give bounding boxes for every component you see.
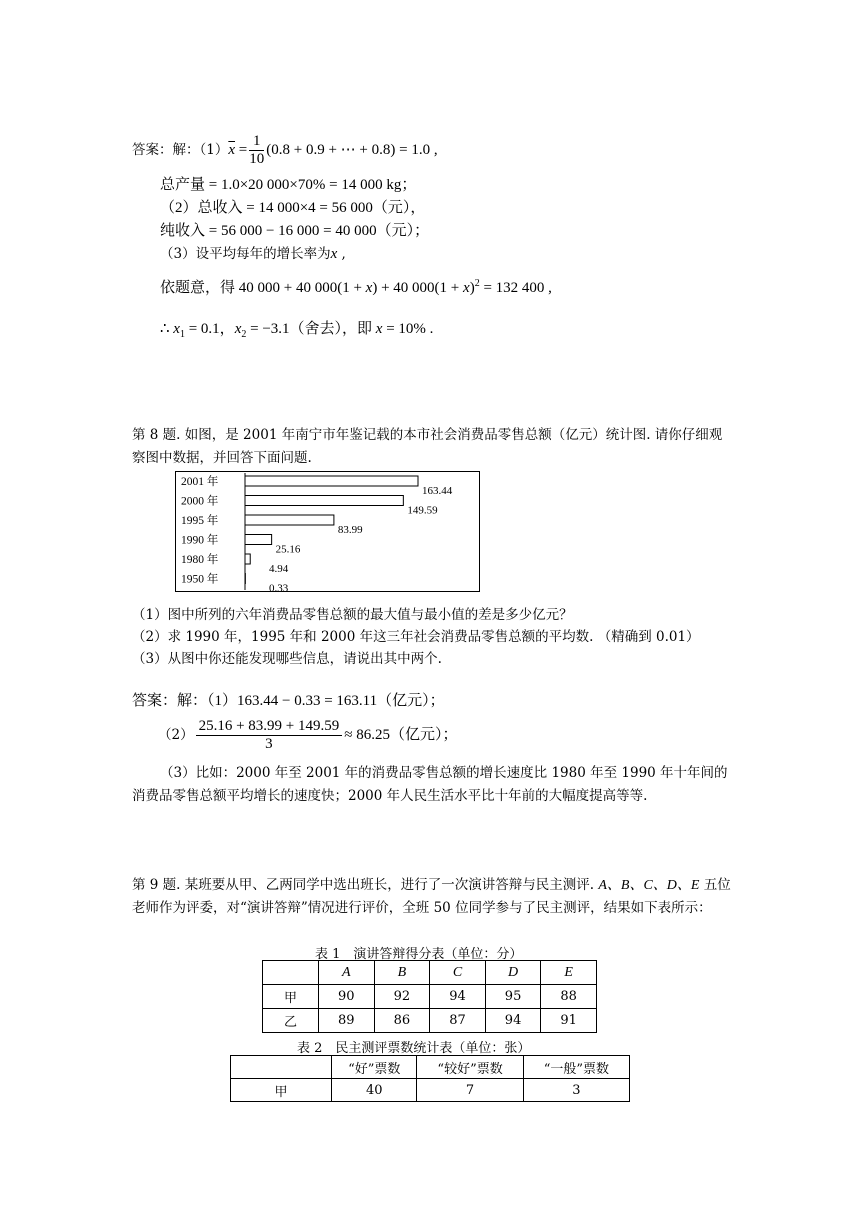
table1-cell: 87 (430, 1009, 486, 1033)
growth-rate-result: = 10% . (382, 321, 434, 337)
chart-value-label: 163.44 (422, 485, 453, 497)
fraction-one-tenth (249, 133, 264, 168)
table1-header-cell (263, 961, 319, 985)
table2-header-cell: “一般”票数 (523, 1056, 629, 1079)
variable-x2: x (234, 321, 242, 337)
table2 (230, 1055, 630, 1102)
chart-category-label: 2001 年 (181, 476, 219, 488)
question8-part3: （3）从图中你还能发现哪些信息，请说出其中两个. (132, 651, 442, 667)
answer7-line5-end: , (337, 246, 346, 262)
variable-x: x (463, 280, 470, 296)
mean-expression: (0.8 + 0.9 + ⋯ + 0.8) = 1.0 , (266, 142, 438, 158)
table1-row (263, 985, 597, 1009)
answer8-line2-prefix: （2） (158, 727, 194, 743)
answer7-line3: （2）总收入 = 14 000×4 = 56 000（元）， (160, 200, 426, 216)
chart-category-label: 1990 年 (181, 534, 219, 547)
table1-cell: 乙 (263, 1009, 319, 1033)
table1-cell: 94 (430, 985, 486, 1009)
subscript-1: 1 (179, 329, 185, 340)
chart-value-label: 0.33 (269, 582, 289, 592)
chart-bar (245, 554, 250, 564)
table2-header-cell: “好”票数 (332, 1056, 417, 1079)
table1-header-cell: D (485, 961, 541, 985)
question9-stem-b: 五位老师作为评委，对“演讲答辩”情况进行评价，全班 50 位同学参与了民主测评，结果如下表所示： (132, 877, 731, 916)
table2-cell: 40 (332, 1079, 417, 1102)
average-denominator: 3 (265, 736, 273, 752)
root-1: = 0.1， (184, 321, 235, 337)
table2-cell: 甲 (231, 1079, 332, 1102)
table2-header-cell (231, 1056, 332, 1079)
table1-cell: 95 (485, 985, 541, 1009)
answer7-line5 (160, 245, 346, 263)
answer8-line1: 答案：解：（1）163.44 − 0.33 = 163.11（亿元）； (132, 693, 445, 709)
answer7-line2: 总产量 = 1.0×20 000×70% = 14 000 kg； (160, 177, 417, 193)
exponent: 2 (474, 278, 480, 289)
answer8-line2 (158, 716, 458, 754)
answer7-line1 (132, 133, 438, 168)
table1-cell: 88 (541, 985, 597, 1009)
variable-x: x (330, 246, 338, 262)
chart-value-label: 4.94 (269, 563, 289, 575)
question8-stem: 第 8 题. 如图，是 2001 年南宁市年鉴记载的本市社会消费品零售总额（亿元）统计图. 请你仔细观察图中数据，并回答下面问题. (132, 427, 723, 466)
chart-bar (245, 476, 418, 486)
chart-bar (245, 496, 403, 506)
question8-part1: （1）图中所列的六年消费品零售总额的最大值与最小值的差是多少亿元？ (132, 607, 573, 623)
answer7-line6 (160, 275, 552, 297)
table1-cell: 92 (374, 985, 430, 1009)
variable-x1: x (173, 321, 180, 337)
equation-part-c: ) (469, 280, 475, 296)
answer7-line7 (160, 320, 433, 344)
table1-header-cell: A (319, 961, 375, 985)
question9-stem-a: 第 9 题. 某班要从甲、乙两同学中选出班长，进行了一次演讲答辩与民主测评. (132, 877, 599, 893)
table2-cell: 3 (523, 1079, 629, 1102)
table2-cell: 7 (417, 1079, 523, 1102)
answer8-line3: （3）比如：2000 年至 2001 年的消费品零售总额的增长速度比 1980 年至 1990 年十年间的消费品零售总额平均增长的速度快；2000 年人民生活水平比十年前的大幅度提高等等. (132, 765, 728, 804)
table2-row (231, 1079, 630, 1102)
table1-header-cell: E (541, 961, 597, 985)
average-result: ≈ 86.25（亿元）； (344, 727, 458, 743)
equals-sign: = (238, 142, 248, 158)
average-numerator: 25.16 + 83.99 + 149.59 (196, 718, 343, 736)
subscript-2: 2 (241, 329, 247, 340)
chart-category-label: 1950 年 (181, 573, 219, 586)
root-2: = −3.1（舍去），即 (246, 321, 376, 337)
table1-cell: 甲 (263, 985, 319, 1009)
chart-value-label: 83.99 (337, 524, 363, 536)
chart-value-label: 25.16 (275, 543, 301, 556)
therefore-symbol: ∴ (160, 321, 174, 337)
answer7-line5-text: （3）设平均每年的增长率为 (160, 246, 331, 262)
table1-header-cell: B (374, 961, 430, 985)
retail-sales-bar-chart (175, 471, 480, 592)
fraction-numerator: 1 (249, 133, 264, 151)
table1-cell: 89 (319, 1009, 375, 1033)
chart-bar (245, 515, 334, 525)
chart-category-label: 2000 年 (181, 495, 219, 508)
table1-cell: 91 (541, 1009, 597, 1033)
variable-x: x (375, 321, 383, 337)
table2-header-row (231, 1056, 630, 1079)
table1-cell: 90 (319, 985, 375, 1009)
chart-category-label: 1995 年 (181, 515, 219, 527)
table1-caption: 表 1 演讲答辩得分表（单位：分） (315, 947, 523, 962)
equation-part-a: 依题意，得 40 000 + 40 000(1 + (160, 280, 366, 296)
table1-header-cell: C (430, 961, 486, 985)
table1-cell: 86 (374, 1009, 430, 1033)
question9-stem (132, 874, 732, 920)
table1-header-row (263, 961, 597, 985)
question9-judges: A、B、C、D、E (598, 878, 700, 893)
equation-part-d: = 132 400 , (479, 280, 552, 296)
equation-part-b: ) + 40 000(1 + (372, 280, 464, 296)
table2-header-cell: “较好”票数 (417, 1056, 523, 1079)
average-fraction (196, 718, 343, 753)
fraction-denominator: 10 (249, 151, 265, 167)
table2-caption: 表 2 民主测评票数统计表（单位：张） (297, 1041, 531, 1056)
chart-value-label: 149.59 (407, 504, 438, 517)
table1 (262, 960, 597, 1033)
answer7-line4: 纯收入 = 56 000 − 16 000 = 40 000（元）； (160, 223, 430, 239)
question8-part2: （2）求 1990 年，1995 年和 2000 年这三年社会消费品零售总额的平均数. （精确到 0.01） (132, 629, 700, 645)
answer7-prefix: 答案：解：（1） (132, 142, 229, 158)
variable-x: x (365, 280, 373, 296)
table1-row (263, 1009, 597, 1033)
x-bar: $\overline{x}$ (228, 142, 236, 158)
table1-cell: 94 (485, 1009, 541, 1033)
chart-category-label: 1980 年 (181, 554, 219, 566)
chart-bar (245, 535, 272, 545)
